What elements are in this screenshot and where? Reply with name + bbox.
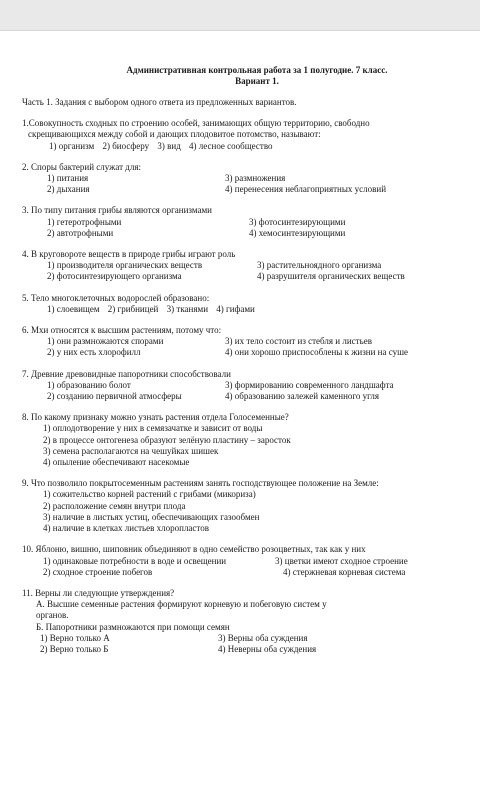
option: 2) дыхания (47, 184, 90, 195)
question-4-text: 4. В круговороте веществ в природе грибы играют роль (22, 249, 236, 260)
question-6 (22, 325, 462, 359)
option: 2) расположение семян внутри плода (43, 500, 186, 511)
question-3 (22, 205, 462, 239)
viewer-toolbar (0, 0, 480, 31)
option: 2) Верно только Б (40, 643, 109, 654)
option: 2) биосферу (102, 140, 150, 151)
option: 2) у них есть хлорофилл (47, 347, 141, 358)
question-5 (22, 293, 462, 315)
question-7-options (47, 380, 462, 402)
option: 4) перенесения неблагоприятных условий (225, 184, 387, 195)
title-line-2: Вариант 1. (235, 76, 279, 86)
question-6-options (47, 336, 462, 358)
option: 2) созданию первичной атмосферы (47, 391, 182, 402)
option: 2) автотрофными (47, 227, 114, 238)
option: 4) опыление обеспечивают насекомые (43, 457, 190, 468)
option: 4) разрушителя органических веществ (257, 271, 405, 282)
question-2-text: 2. Споры бактерий служат для: (22, 161, 141, 172)
option: 1) сожительство корней растений с грибами (микориза) (43, 489, 256, 500)
option: 3) наличие в листьях устиц, обеспечивающих газообмен (43, 511, 260, 522)
question-9-options (43, 489, 462, 534)
document-title (52, 65, 462, 87)
option: 3) семена располагаются на чешуйках шишек (43, 445, 219, 456)
option: 3) растительноядного организма (257, 260, 382, 271)
option: 3) тканями (166, 303, 209, 314)
statement-a: А. Высшие семенные растения формируют корневую и побеговую систем у (36, 599, 327, 610)
question-5-text: 5. Тело многоклеточных водорослей образовано: (22, 292, 210, 303)
question-9 (22, 478, 462, 534)
option: 3) Верны оба суждения (218, 632, 308, 643)
question-1-options (49, 141, 462, 152)
option: 1) питания (47, 173, 89, 184)
option: 2) фотосинтезирующего организма (47, 271, 182, 282)
question-1-text-cont: скрещивающихся между собой и дающих плодовитое потомство, называют: (28, 129, 321, 140)
option: 1) гетеротрофными (47, 216, 122, 227)
option: 3) формированию современного ландшафта (225, 379, 394, 390)
title-line-1: Административная контрольная работа за 1 полугодие. 7 класс. (126, 65, 388, 75)
option: 4) стержневая корневая система (283, 566, 406, 577)
question-4 (22, 249, 462, 283)
option: 4) хемосинтезирующими (249, 227, 346, 238)
statement-a-cont: органов. (36, 610, 69, 621)
question-10-options (43, 556, 462, 578)
option: 2) грибницей (107, 303, 159, 314)
question-3-options (47, 217, 462, 239)
question-1-text: 1.Совокупность сходных по строению особей, занимающих общую территорию, свободно (22, 118, 370, 129)
question-4-options (47, 260, 462, 282)
question-11 (22, 588, 462, 655)
question-2 (22, 162, 462, 196)
question-8 (22, 412, 462, 468)
document-page (0, 31, 480, 800)
option: 2) в процессе онтогенеза образуют зелёную пластину – заросток (43, 434, 291, 445)
question-11-text: 11. Верны ли следующие утверждения? (22, 587, 175, 598)
question-5-options (47, 304, 462, 315)
option: 4) Неверны оба суждения (218, 643, 317, 654)
statement-b: Б. Папоротники размножаются при помощи семян (36, 621, 230, 632)
option: 4) лесное сообщество (189, 140, 273, 151)
option: 3) вид (157, 140, 181, 151)
question-10-text: 10. Яблоню, вишню, шиповник объединяют в одно семейство розоцветных, так как у них (22, 544, 366, 555)
option: 4) наличие в клетках листьев хлоропластов (43, 523, 209, 534)
question-10 (22, 544, 462, 578)
option: 1) производителя органических веществ (47, 260, 203, 271)
option: 1) Верно только А (40, 632, 110, 643)
option: 3) цветки имеют сходное строение (275, 555, 408, 566)
option: 1) организм (49, 140, 95, 151)
question-8-text: 8. По какому признаку можно узнать растения отдела Голосеменные? (22, 412, 289, 423)
option: 4) гифами (216, 303, 255, 314)
option: 3) их тело состоит из стебля и листьев (225, 336, 372, 347)
question-11-options (40, 633, 462, 655)
question-2-options (47, 173, 462, 195)
question-9-text: 9. Что позволило покрытосеменным растениям занять господствующее положение на Земле: (22, 478, 379, 489)
part-heading: Часть 1. Задания с выбором одного ответа из предложенных вариантов. (22, 97, 297, 107)
option: 4) они хорошо приспособлены к жизни на суше (225, 347, 409, 358)
option: 1) образованию болот (47, 379, 131, 390)
option: 2) сходное строение побегов (43, 566, 153, 577)
option: 1) одинаковые потребности в воде и освещении (43, 555, 227, 566)
option: 3) фотосинтезирующими (249, 216, 346, 227)
option: 1) они размножаются спорами (47, 336, 164, 347)
question-1 (22, 118, 462, 152)
question-7 (22, 369, 462, 403)
question-8-options (43, 423, 462, 468)
question-7-text: 7. Древние древовидные папоротники способствовали (22, 368, 231, 379)
question-6-text: 6. Мхи относятся к высшим растениям, потому что: (22, 325, 222, 336)
option: 1) оплодотворение у них в семязачатке и зависит от воды (43, 423, 263, 434)
question-3-text: 3. По типу питания грибы являются организмами (22, 205, 212, 216)
option: 4) образованию залежей каменного угля (225, 391, 379, 402)
option: 3) размножения (225, 173, 286, 184)
document-content (22, 65, 462, 655)
option: 1) слоевищем (47, 303, 100, 314)
